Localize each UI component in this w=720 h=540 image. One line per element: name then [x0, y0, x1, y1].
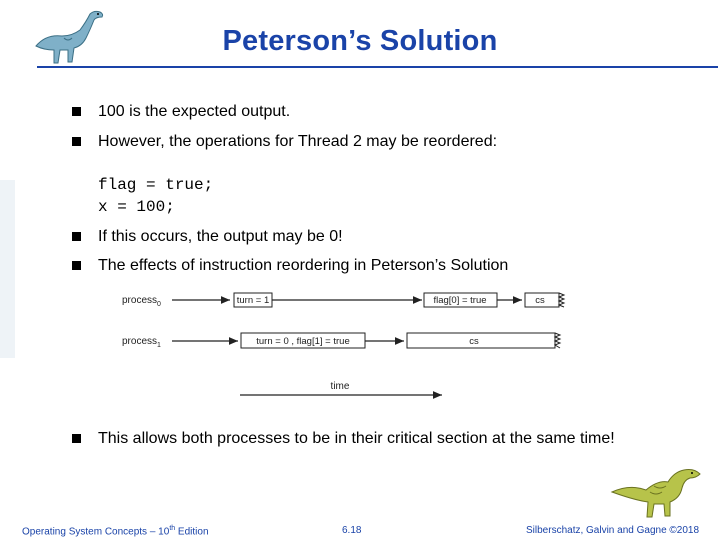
- bullet-text: The effects of instruction reordering in Peterson’s Solution: [98, 257, 509, 274]
- time-label: time: [330, 381, 350, 392]
- bullet-square-icon: [72, 232, 81, 241]
- code-line: x = 100;: [98, 198, 175, 216]
- footer-copyright: Silberschatz, Galvin and Gagne ©2018: [526, 525, 700, 536]
- slide-title: Peterson’s Solution: [222, 25, 498, 57]
- bullet-square-icon: [72, 107, 81, 116]
- bullet-square-icon: [72, 434, 81, 443]
- p0-box-flag-label: flag[0] = true: [433, 295, 487, 306]
- process1-label: process$_1$: [122, 336, 161, 349]
- bullet-text: If this occurs, the output may be 0!: [98, 228, 343, 245]
- process0-label: process$_0$: [122, 295, 161, 308]
- left-accent-bar: [0, 180, 15, 358]
- bullet-square-icon: [72, 261, 81, 270]
- title-divider: [37, 66, 718, 68]
- bullet-text: This allows both processes to be in their critical section at the same time!: [98, 430, 615, 447]
- bullet-text: However, the operations for Thread 2 may be reordered:: [98, 133, 498, 150]
- p1-box-cs: [407, 333, 555, 348]
- zigzag-edge: [559, 293, 564, 307]
- footer-book-title: Operating System Concepts – 10th Edition: [22, 525, 209, 538]
- p1-box-turn-flag-label: turn = 0 , flag[1] = true: [256, 336, 350, 347]
- p0-box-cs-label: cs: [535, 295, 545, 306]
- p1-box-cs-label: cs: [469, 336, 479, 347]
- p0-box-turn-label: turn = 1: [236, 295, 270, 306]
- code-line: flag = true;: [98, 176, 214, 194]
- dinosaur-illustration-icon: [610, 462, 710, 520]
- footer-page-number: 6.18: [342, 525, 362, 536]
- bullet-square-icon: [72, 137, 81, 146]
- bullet-text: 100 is the expected output.: [98, 103, 291, 120]
- zigzag-edge: [555, 333, 560, 348]
- reordering-diagram: [112, 284, 572, 402]
